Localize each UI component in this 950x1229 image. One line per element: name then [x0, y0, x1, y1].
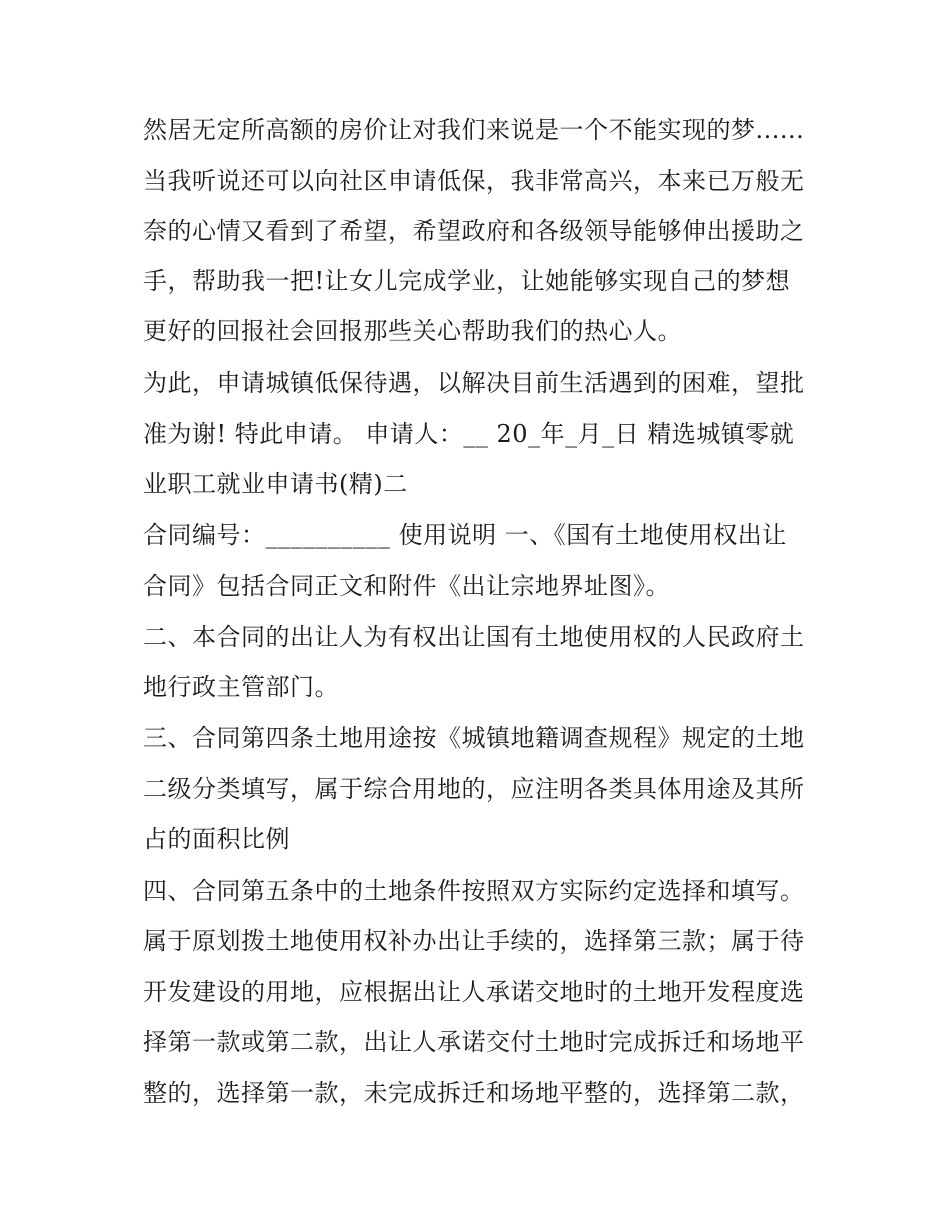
text-line: 准为谢! 特此申请。 申请人：__ 20_年_月_日 精选城镇零就: [143, 420, 795, 448]
text-line: 整的，选择第一款，未完成拆迁和场地平整的，选择第二款，: [143, 1079, 805, 1107]
text-line: 然居无定所高额的房价让对我们来说是一个不能实现的梦......: [143, 116, 805, 144]
text-line: 四、合同第五条中的土地条件按照双方实际约定选择和填写。: [143, 877, 805, 905]
text-line: 为此，申请城镇低保待遇，以解决目前生活遇到的困难，望批: [143, 369, 805, 397]
text-line: 占的面积比例: [143, 825, 290, 853]
text-line: 地行政主管部门。: [143, 673, 339, 701]
text-line: 合同》包括合同正文和附件《出让宗地界址图》。: [143, 572, 670, 600]
text-line: 合同编号：__________ 使用说明 一、《国有土地使用权出让: [143, 521, 787, 549]
text-line: 择第一款或第二款，出让人承诺交付土地时完成拆迁和场地平: [143, 1028, 805, 1056]
text-line: 属于原划拨土地使用权补办出让手续的，选择第三款；属于待: [143, 927, 805, 955]
text-line: 开发建设的用地，应根据出让人承诺交地时的土地开发程度选: [143, 978, 805, 1006]
text-line: 手，帮助我一把!让女儿完成学业，让她能够实现自己的梦想: [143, 267, 791, 295]
text-line: 二、本合同的出让人为有权出让国有土地使用权的人民政府土: [143, 623, 805, 651]
text-line: 三、合同第四条土地用途按《城镇地籍调查规程》规定的土地: [143, 724, 805, 752]
text-line: 更好的回报社会回报那些关心帮助我们的热心人。: [143, 317, 682, 345]
text-line: 业职工就业申请书(精)二: [143, 470, 408, 498]
text-line: 当我听说还可以向社区申请低保，我非常高兴，本来已万般无: [143, 167, 805, 195]
text-line: 奈的心情又看到了希望，希望政府和各级领导能够伸出援助之: [143, 217, 805, 245]
text-line: 二级分类填写，属于综合用地的，应注明各类具体用途及其所: [143, 775, 805, 803]
